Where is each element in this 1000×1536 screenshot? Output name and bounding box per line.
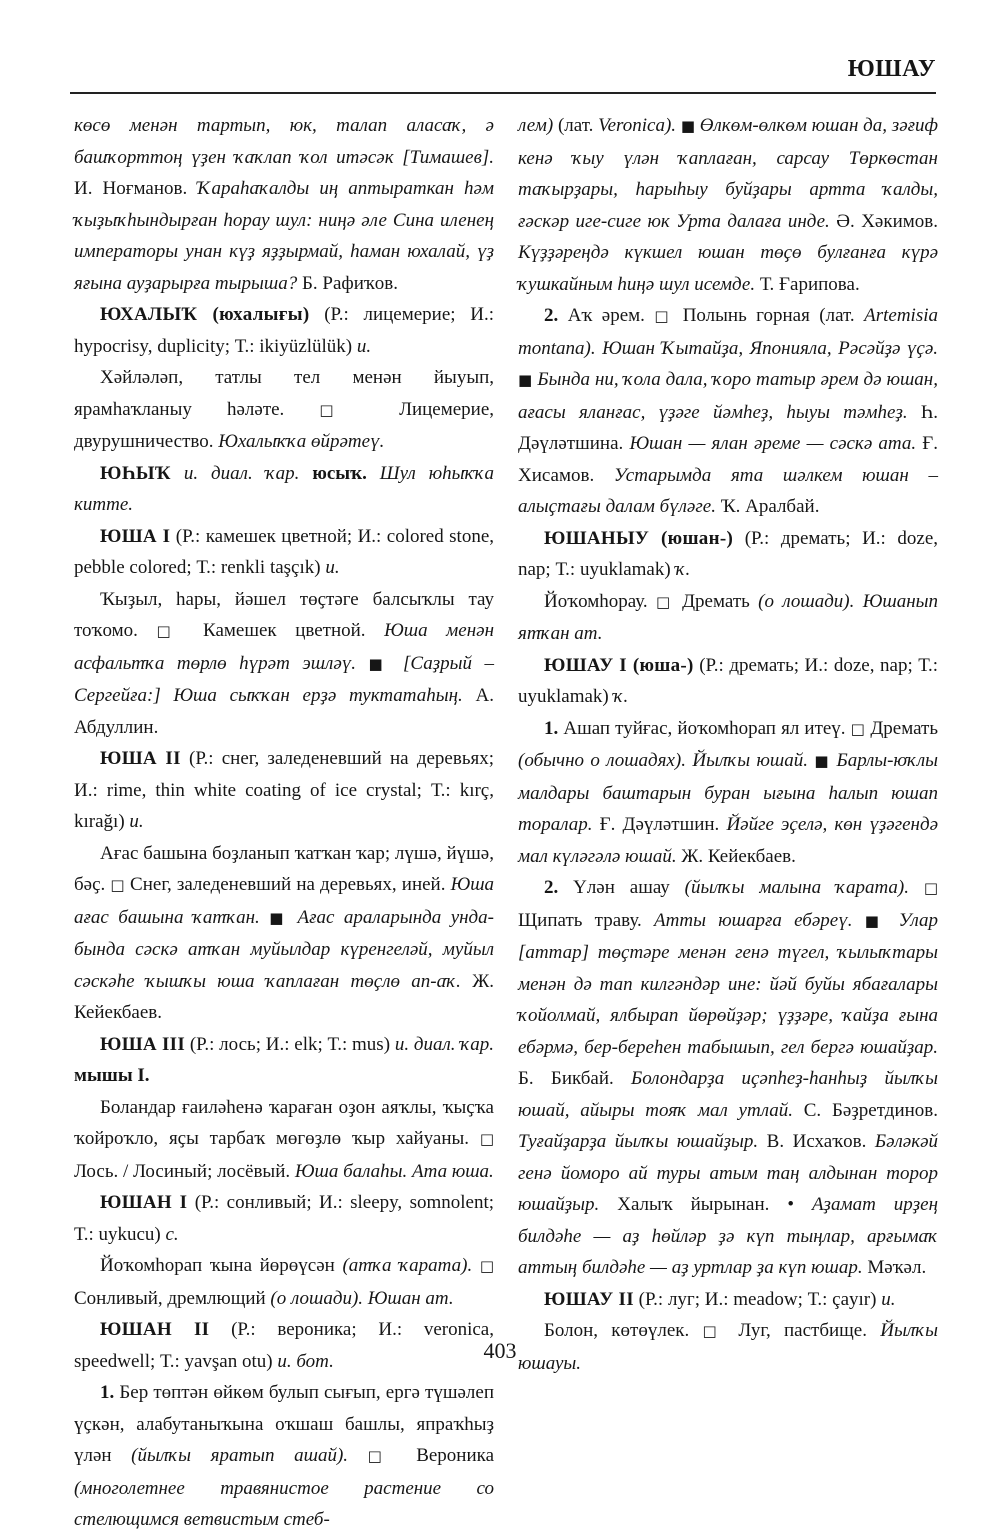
- running-header: [70, 52, 936, 94]
- entry-definition: Хәйләләп, татлы тел менән йыуып, ярамһаҡланыу һәләте. □ Лицемерие, двурушничество. Юхалыҡҡа өйрәтеү.: [74, 367, 495, 452]
- dictionary-entry: ЮШАНЫУ (юшан-) (Р.: дремать; И.: doze, nap; Т.: uyuklamak) ҡ.: [518, 527, 938, 580]
- headword: ЮША II: [100, 748, 181, 769]
- right-column: [518, 110, 938, 1379]
- entry-continuation: лем) (лат. Veronica). ■ Өлкөм-өлкөм юшан да, зәғиф кенә ҡыу үлән ҡаплаған, сарсау Төркөстан таҡырҙары, һарыһыу буйҙары артта ҡалды, ғәскәр иге-сиге юк Урта далаға инде. Ә. Хәкимов. Күҙҙәреңдә күкшел юшан төҫө булғанға күрә ҡушкайным һиңә шул исемде. Т. Ғарипова.: [518, 115, 939, 295]
- headword: ЮШАУ I (юша-): [544, 654, 694, 676]
- page-number: 403: [483, 1338, 517, 1363]
- dictionary-entry: ЮША I (Р.: камешек цветной; И.: colored stone, pebble colored; Т.: renkli taşçık) и.: [74, 525, 495, 578]
- translation-marker-icon: □: [655, 592, 674, 611]
- dictionary-entry: ЮШАН II (Р.: вероника; И.: veronica, speedwell; Т.: yavşan otu) и. бот.: [74, 1319, 494, 1372]
- translation-marker-icon: □: [156, 622, 185, 640]
- headword: ЮШАНЫУ (юшан-): [544, 527, 734, 549]
- headword: ЮШАУ II: [544, 1288, 634, 1310]
- dictionary-entry: ЮШАУ II (Р.: луг; И.: meadow; Т.: çayır) и.: [544, 1288, 896, 1310]
- headword: ЮША III: [100, 1033, 186, 1055]
- example-marker-icon: ■: [864, 911, 887, 930]
- translation-marker-icon: □: [110, 876, 125, 894]
- dictionary-entry: ЮШАН I (Р.: сонливый; И.: sleepy, somnolent; Т.: uykucu) с.: [74, 1192, 495, 1245]
- entry-continuation: көсө менән тартып, юк, талап аласаҡ, ә башҡорттоң үҙен ҡаҡлап ҡол итәсәк [Тимашев]. И. Ноғманов. Ҡараһаҡалды иң аптыраткан һәм ҡыҙыҡһындырған һорау шул: ниңә әле Сина иленең императоры унан күҙ яҙҙырмай, һаман юхалай, үҙ яғына ауҙарырға тырыша? Б. Рафиҡов.: [74, 115, 494, 294]
- translation-marker-icon: □: [367, 1447, 397, 1465]
- proverb-bullet-icon: •: [787, 1194, 794, 1215]
- translation-marker-icon: □: [654, 307, 674, 325]
- headword: ЮШАН I: [100, 1192, 188, 1213]
- entry-sense: 1. Ашап туйғас, йоҡомһорап ял итеү. □ Дремать (обычно о лошадях). Йылҡы юшай. ■ Барлы-юҡлы малдары баштарын буран ығына һалып юшап торалар. Ғ. Дәүләтшин. Йәйге эҫелә, көн үҙәгендә мал күләгәлә юшай. Ж. Кейекбаев.: [518, 717, 939, 867]
- dictionary-entry: ЮШАУ I (юша-) (Р.: дремать; И.: doze, nap; Т.: uyuklamak) ҡ.: [518, 654, 938, 707]
- example-marker-icon: ■: [269, 908, 289, 927]
- entry-definition: Ҡыҙыл, һары, йәшел төҫтәге балсыҡлы тау тоҡомо. □ Камешек цветной. Юша менән асфальтҡа төрлө һүрәт эшләү. ■ [Саҙрый – Сергейға:] Юша сыҡҡан ерҙә туктатаһың. А. Абдуллин.: [74, 588, 495, 738]
- example-marker-icon: ■: [368, 654, 391, 673]
- entry-definition: Йоҡомһорау. □ Дремать (о лошади). Юшанып ятҡан ат.: [518, 590, 938, 644]
- running-head-title: ЮШАУ: [847, 56, 936, 82]
- translation-marker-icon: □: [850, 719, 866, 738]
- headword: ЮХАЛЫҠ (юхалығы): [100, 304, 310, 325]
- translation-marker-icon: □: [479, 1257, 495, 1275]
- example-marker-icon: ■: [814, 752, 831, 770]
- left-column: [74, 110, 494, 1536]
- example-marker-icon: ■: [518, 371, 533, 389]
- entry-definition: Йоҡомһорап ҡына йөрөүсән (атҡа ҡарата). □ Сонливый, дремлющий (о лошади). Юшан ат.: [74, 1255, 495, 1309]
- dictionary-entry: ЮША II (Р.: снег, заледеневший на деревьях; И.: rime, thin white coating of ice crystal; Т.: kırç, kırağı) и.: [74, 748, 495, 832]
- dictionary-entry: ЮХАЛЫҠ (юхалығы) (Р.: лицемерие; И.: hypocrisy, duplicity; Т.: ikiyüzlülük) и.: [74, 304, 495, 357]
- dictionary-entry: ЮША III (Р.: лось; И.: elk; Т.: mus) и. диал. ҡар. мышы I.: [74, 1033, 495, 1086]
- dictionary-entry: ЮҺЫҠ и. диал. ҡар. юсыҡ. Шул юһыҡҡа китте.: [74, 462, 494, 515]
- entry-sense: 2. Үлән ашау (йылҡы малына ҡарата). □ Щипать траву. Атты юшарға ебәреү. ■ Улар [аттар] төҫтәре менән генә түгел, ҡылыҡтары менән дә тап килгәндәр ине: йәй буйы ябағалары ҡойолмай, ялбырап йөрөйҙәр; үҙҙәре, ҡайҙа ғына ебәрмә, бер-береһен табышып, гел бергә юшайҙар. Б. Бикбай. Болондарҙа иҫәпһеҙ-һанһыҙ йылҡы юшай, айыры тояҡ мал утлай. С. Бәҙретдинов. Туғайҙарҙа йылҡы юшайҙыр. В. Исхаҡов. Бәләкәй генә йоморо ай туры атым таң алдынан торop юшайҙыр. Халыҡ йырынан. • Аҙамат ирҙең билдәһе — аҙ һөйләр ҙә күп тыңлар, арғымаҡ аттың билдәһе — аҙ уртлар ҙа күп юшар. Мәҡәл.: [518, 877, 939, 1278]
- translation-marker-icon: □: [479, 1130, 494, 1148]
- translation-marker-icon: □: [702, 1322, 726, 1340]
- translation-marker-icon: □: [319, 400, 364, 419]
- translation-marker-icon: □: [923, 879, 939, 897]
- entry-definition: 1. Бер төптән өйкөм булып сығып, ергә түшәлеп үҫкән, алабутаныҡына оҡшаш башлы, япраҡһыҙ үлән (йылҡы яратып ашай). □ Вероника (многолетнее травянистое растение со стелющимся ветвистым стеб-: [74, 1382, 495, 1530]
- entry-definition: 2. Аҡ әрем. □ Полынь горная (лат. Artemisia montana). Юшан Ҡытайҙа, Японияла, Рәсәйҙә үҫә. ■ Бында ни, ҡола дала, ҡоро татыр әрем дә юшан, ағасы яланғас, үҙәге йәмһеҙ, һыуы тәмһеҙ. Һ. Дәүләтшина. Юшан — ялан әреме — сәскә ата. Ғ. Хисамов. Устарымда ята шәлкем юшан – алыҫтағы далам бүләге. Ҡ. Аралбай.: [518, 305, 939, 517]
- headword: ЮШАН II: [100, 1319, 210, 1340]
- headword: ЮҺЫҠ: [100, 462, 171, 484]
- entry-definition: Боландар ғаиләһенә ҡараған оҙон аяҡлы, ҡыҫҡа ҡойроҡло, яҫы тарбаҡ мөгөҙлө ҡыр хайуаны. □ Лось. / Лосиный; лосёвый. Юша балаһы. Ата юша.: [74, 1096, 494, 1182]
- headword: ЮША I: [100, 525, 171, 547]
- entry-definition: Ағас башына боҙланып ҡатҡан ҡар; лүшә, йүшә, бәҫ. □ Снег, заледеневший на деревьях, иней. Юша ағас башына ҡатҡан. ■ Ағас араларында унда-бында сәскә атҡан муйылдар күренгеләй, муйыл сәскәһе ҡышҡы юша ҡаплаған төҫлө ап-аҡ. Ж. Кейекбаев.: [74, 842, 495, 1023]
- example-marker-icon: ■: [680, 117, 696, 135]
- entry-definition: Болон, көтөүлек. □ Луг, пастбище. Йылҡы юшауы.: [518, 1320, 938, 1374]
